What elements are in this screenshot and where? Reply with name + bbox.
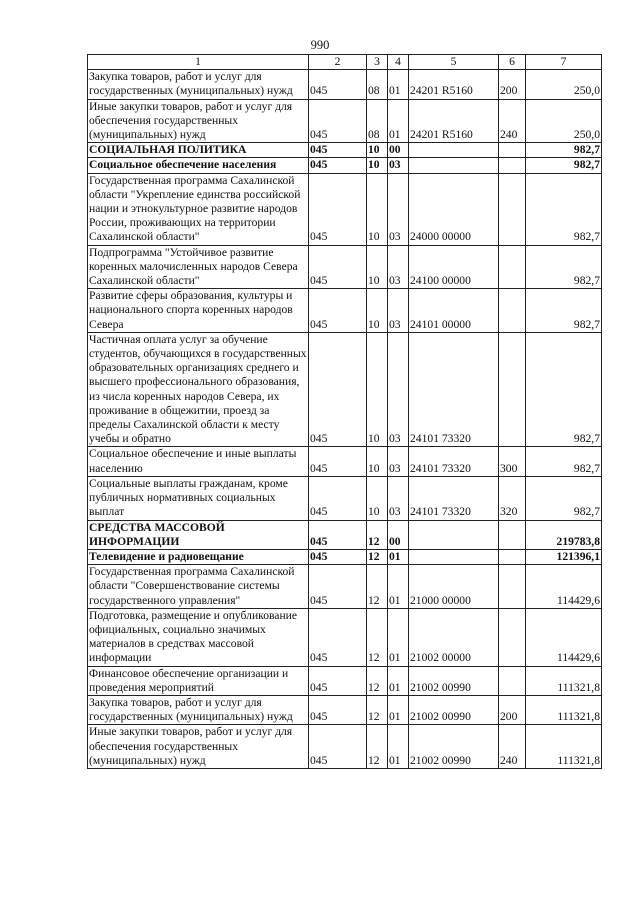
expense-type-cell — [499, 666, 526, 695]
ministry-code-cell: 045 — [309, 158, 367, 173]
subsection-code-cell: 01 — [388, 565, 409, 609]
subsection-code-cell: 01 — [388, 99, 409, 143]
target-article-cell — [409, 549, 499, 564]
amount-cell: 982,7 — [526, 476, 602, 520]
subsection-code-cell: 01 — [388, 695, 409, 724]
row-name-cell: Социальные выплаты гражданам, кроме публичных нормативных социальных выплат — [88, 476, 309, 520]
expense-type-cell — [499, 245, 526, 289]
table-row — [88, 158, 602, 173]
ministry-code-cell: 045 — [309, 666, 367, 695]
subsection-code-cell: 03 — [388, 158, 409, 173]
row-name-cell: Развитие сферы образования, культуры и национального спорта коренных народов Севера — [88, 289, 309, 333]
expense-type-cell — [499, 608, 526, 666]
target-article-cell: 21002 00990 — [409, 725, 499, 769]
row-name-cell: Государственная программа Сахалинской области "Укрепление единства российской нации и этнокультурное развитие народов России, проживающих на территории Сахалинской области" — [88, 173, 309, 245]
table-row — [88, 549, 602, 564]
amount-cell: 982,7 — [526, 332, 602, 447]
amount-cell: 250,0 — [526, 70, 602, 99]
subsection-code-cell: 01 — [388, 725, 409, 769]
budget-table — [87, 54, 602, 769]
row-name-cell: Социальное обеспечение населения — [88, 158, 309, 173]
section-code-cell: 12 — [367, 666, 388, 695]
target-article-cell: 21000 00000 — [409, 565, 499, 609]
subsection-code-cell: 03 — [388, 447, 409, 476]
subsection-code-cell: 03 — [388, 476, 409, 520]
amount-cell: 982,7 — [526, 447, 602, 476]
subsection-code-cell: 00 — [388, 520, 409, 549]
section-code-cell: 12 — [367, 725, 388, 769]
target-article-cell: 24201 R5160 — [409, 70, 499, 99]
subsection-code-cell: 00 — [388, 143, 409, 158]
amount-cell: 982,7 — [526, 158, 602, 173]
table-row — [88, 173, 602, 245]
row-name-cell: СРЕДСТВА МАССОВОЙ ИНФОРМАЦИИ — [88, 520, 309, 549]
section-code-cell: 10 — [367, 289, 388, 333]
table-row — [88, 608, 602, 666]
ministry-code-cell: 045 — [309, 99, 367, 143]
header-cell: 1 — [88, 55, 309, 70]
target-article-cell — [409, 158, 499, 173]
section-code-cell: 10 — [367, 476, 388, 520]
target-article-cell — [409, 143, 499, 158]
header-cell: 2 — [309, 55, 367, 70]
expense-type-cell — [499, 289, 526, 333]
ministry-code-cell: 045 — [309, 565, 367, 609]
ministry-code-cell: 045 — [309, 695, 367, 724]
row-name-cell: Государственная программа Сахалинской области "Совершенствование системы государственного управления" — [88, 565, 309, 609]
section-code-cell: 12 — [367, 549, 388, 564]
section-code-cell: 08 — [367, 99, 388, 143]
target-article-cell — [409, 520, 499, 549]
header-cell: 5 — [409, 55, 499, 70]
table-body — [88, 70, 602, 769]
ministry-code-cell: 045 — [309, 476, 367, 520]
ministry-code-cell: 045 — [309, 520, 367, 549]
amount-cell: 250,0 — [526, 99, 602, 143]
expense-type-cell — [499, 332, 526, 447]
row-name-cell: Подготовка, размещение и опубликование официальных, социально значимых материалов в средствах массовой информации — [88, 608, 309, 666]
section-code-cell: 10 — [367, 447, 388, 476]
row-name-cell: Телевидение и радиовещание — [88, 549, 309, 564]
expense-type-cell: 200 — [499, 70, 526, 99]
ministry-code-cell: 045 — [309, 289, 367, 333]
section-code-cell: 12 — [367, 608, 388, 666]
ministry-code-cell: 045 — [309, 549, 367, 564]
amount-cell: 982,7 — [526, 173, 602, 245]
target-article-cell: 21002 00990 — [409, 666, 499, 695]
table-row — [88, 99, 602, 143]
section-code-cell: 10 — [367, 173, 388, 245]
table-row — [88, 143, 602, 158]
section-code-cell: 12 — [367, 695, 388, 724]
target-article-cell: 21002 00990 — [409, 695, 499, 724]
header-cell: 6 — [499, 55, 526, 70]
row-name-cell: Иные закупки товаров, работ и услуг для обеспечения государственных (муниципальных) нужд — [88, 725, 309, 769]
ministry-code-cell: 045 — [309, 70, 367, 99]
amount-cell: 111321,8 — [526, 666, 602, 695]
section-code-cell: 08 — [367, 70, 388, 99]
expense-type-cell — [499, 549, 526, 564]
expense-type-cell: 200 — [499, 695, 526, 724]
table-row — [88, 70, 602, 99]
expense-type-cell: 320 — [499, 476, 526, 520]
amount-cell: 982,7 — [526, 289, 602, 333]
expense-type-cell — [499, 158, 526, 173]
subsection-code-cell: 03 — [388, 173, 409, 245]
section-code-cell: 12 — [367, 520, 388, 549]
amount-cell: 121396,1 — [526, 549, 602, 564]
expense-type-cell — [499, 173, 526, 245]
table-row — [88, 245, 602, 289]
table-row — [88, 565, 602, 609]
table-row — [88, 289, 602, 333]
section-code-cell: 12 — [367, 565, 388, 609]
amount-cell: 982,7 — [526, 245, 602, 289]
section-code-cell: 10 — [367, 332, 388, 447]
row-name-cell: Иные закупки товаров, работ и услуг для обеспечения государственных (муниципальных) нужд — [88, 99, 309, 143]
target-article-cell: 21002 00000 — [409, 608, 499, 666]
row-name-cell: Закупка товаров, работ и услуг для государственных (муниципальных) нужд — [88, 70, 309, 99]
section-code-cell: 10 — [367, 143, 388, 158]
subsection-code-cell: 01 — [388, 549, 409, 564]
subsection-code-cell: 01 — [388, 608, 409, 666]
table-row — [88, 332, 602, 447]
amount-cell: 114429,6 — [526, 608, 602, 666]
header-row — [88, 55, 602, 70]
target-article-cell: 24101 73320 — [409, 476, 499, 520]
row-name-cell: СОЦИАЛЬНАЯ ПОЛИТИКА — [88, 143, 309, 158]
subsection-code-cell: 03 — [388, 289, 409, 333]
expense-type-cell — [499, 143, 526, 158]
header-cell: 4 — [388, 55, 409, 70]
amount-cell: 219783,8 — [526, 520, 602, 549]
table-row — [88, 520, 602, 549]
table-row — [88, 476, 602, 520]
header-cell: 3 — [367, 55, 388, 70]
page-number: 990 — [310, 38, 330, 52]
expense-type-cell: 240 — [499, 99, 526, 143]
amount-cell: 982,7 — [526, 143, 602, 158]
expense-type-cell — [499, 565, 526, 609]
target-article-cell: 24100 00000 — [409, 245, 499, 289]
ministry-code-cell: 045 — [309, 143, 367, 158]
table-row — [88, 695, 602, 724]
row-name-cell: Закупка товаров, работ и услуг для государственных (муниципальных) нужд — [88, 695, 309, 724]
subsection-code-cell: 03 — [388, 245, 409, 289]
expense-type-cell — [499, 520, 526, 549]
ministry-code-cell: 045 — [309, 608, 367, 666]
target-article-cell: 24101 73320 — [409, 447, 499, 476]
section-code-cell: 10 — [367, 158, 388, 173]
header-cell: 7 — [526, 55, 602, 70]
ministry-code-cell: 045 — [309, 725, 367, 769]
expense-type-cell: 240 — [499, 725, 526, 769]
table-row — [88, 725, 602, 769]
target-article-cell: 24000 00000 — [409, 173, 499, 245]
row-name-cell: Частичная оплата услуг за обучение студентов, обучающихся в государственных образовательных организациях среднего и высшего профессионального образования, из числа коренных народов Севера, их проживание в общежитии, проезд за пределы Сахалинской области к месту учебы и обратно — [89, 332, 307, 446]
amount-cell: 111321,8 — [526, 725, 602, 769]
ministry-code-cell: 045 — [309, 332, 367, 447]
target-article-cell: 24101 00000 — [409, 289, 499, 333]
row-name-cell: Финансовое обеспечение организации и проведения мероприятий — [88, 666, 309, 695]
amount-cell: 111321,8 — [526, 695, 602, 724]
expense-type-cell: 300 — [499, 447, 526, 476]
ministry-code-cell: 045 — [309, 173, 367, 245]
amount-cell: 114429,6 — [526, 565, 602, 609]
row-name-cell: Социальное обеспечение и иные выплаты населению — [88, 447, 309, 476]
subsection-code-cell: 01 — [388, 70, 409, 99]
section-code-cell: 10 — [367, 245, 388, 289]
subsection-code-cell: 01 — [388, 666, 409, 695]
table-row — [88, 666, 602, 695]
table-row — [88, 447, 602, 476]
target-article-cell: 24101 73320 — [409, 332, 499, 447]
target-article-cell: 24201 R5160 — [409, 99, 499, 143]
ministry-code-cell: 045 — [309, 447, 367, 476]
subsection-code-cell: 03 — [388, 332, 409, 447]
row-name-cell: Подпрограмма "Устойчивое развитие коренных малочисленных народов Севера Сахалинской области" — [88, 245, 309, 289]
ministry-code-cell: 045 — [309, 245, 367, 289]
